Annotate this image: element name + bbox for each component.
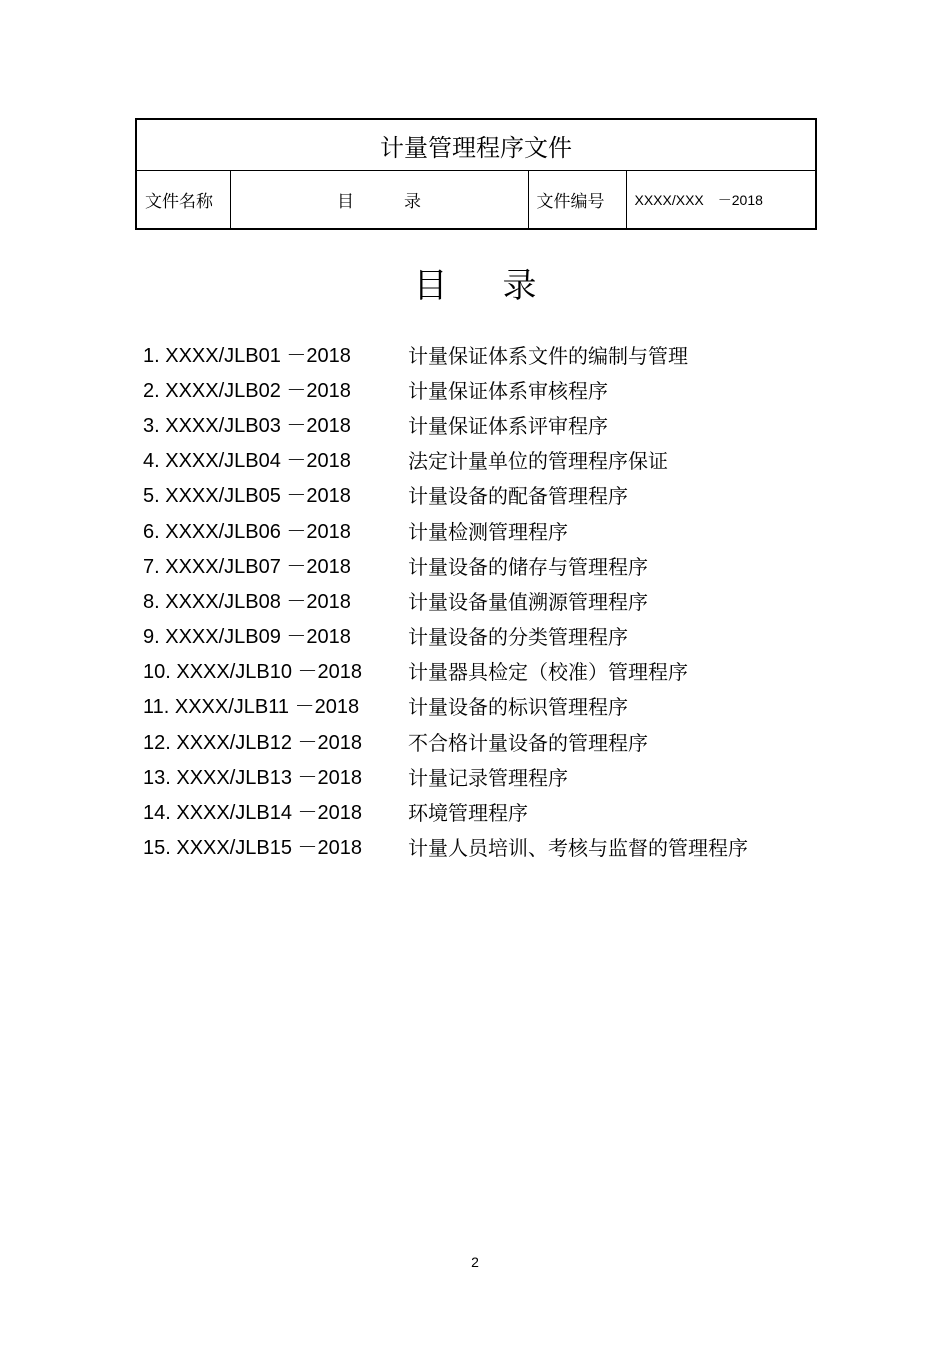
toc-item-code: 7. XXXX/JLB07 －2018 xyxy=(143,555,351,578)
toc-item-code: 6. XXXX/JLB06 －2018 xyxy=(143,520,351,543)
file-number-label: 文件编号 xyxy=(528,171,626,230)
file-name-value-part2: 录 xyxy=(404,192,421,212)
toc-item-code: 11. XXXX/JLB11 －2018 xyxy=(143,696,360,719)
toc-item-title: 计量记录管理程序 xyxy=(408,765,568,790)
toc-item-code: 13. XXXX/JLB13 －2018 xyxy=(143,766,363,789)
toc-item-title: 计量保证体系审核程序 xyxy=(408,378,608,403)
toc-item-title: 计量设备的储存与管理程序 xyxy=(408,554,648,579)
toc-item xyxy=(143,725,843,760)
toc-item xyxy=(143,690,843,725)
toc-item-code: 3. XXXX/JLB03 －2018 xyxy=(143,414,351,437)
toc-item xyxy=(143,373,843,408)
toc-heading-part1: 目 xyxy=(413,266,448,306)
toc-item xyxy=(143,795,843,830)
toc-item-code: 12. XXXX/JLB12 －2018 xyxy=(143,731,363,754)
file-name-value-part1: 目 xyxy=(337,192,354,212)
toc-item-code: 5. XXXX/JLB05 －2018 xyxy=(143,485,351,508)
header-info-row xyxy=(136,171,816,230)
toc-item-code: 2. XXXX/JLB02 －2018 xyxy=(143,379,351,402)
toc-item-title: 计量设备量值溯源管理程序 xyxy=(408,589,648,614)
toc-item xyxy=(143,620,843,655)
toc-item xyxy=(143,549,843,584)
file-number-value: XXXX/XXX －2018 xyxy=(626,171,816,230)
toc-item xyxy=(143,760,843,795)
toc-item-title: 不合格计量设备的管理程序 xyxy=(408,730,648,755)
toc-item xyxy=(143,831,843,866)
toc-item xyxy=(143,655,843,690)
toc-item-title: 计量人员培训、考核与监督的管理程序 xyxy=(408,836,748,861)
toc-item xyxy=(143,514,843,549)
header-title-row xyxy=(136,119,816,171)
document-type-title: 计量管理程序文件 xyxy=(136,119,816,171)
toc-item-title: 计量保证体系文件的编制与管理 xyxy=(408,343,688,368)
toc-item xyxy=(143,408,843,443)
toc-item-title: 计量设备的分类管理程序 xyxy=(408,625,628,650)
toc-item xyxy=(143,479,843,514)
toc-item-code: 4. XXXX/JLB04 －2018 xyxy=(143,450,351,473)
toc-item xyxy=(143,584,843,619)
toc-item-code: 1. XXXX/JLB01 －2018 xyxy=(143,344,351,367)
toc-item-title: 计量保证体系评审程序 xyxy=(408,413,608,438)
toc-item-code: 8. XXXX/JLB08 －2018 xyxy=(143,590,351,613)
toc-heading-part2: 录 xyxy=(502,266,537,306)
toc-item-title: 计量检测管理程序 xyxy=(408,519,568,544)
toc-item xyxy=(143,444,843,479)
file-name-value xyxy=(230,171,528,230)
page-number: 2 xyxy=(471,1254,479,1270)
toc-heading xyxy=(0,258,950,307)
toc-item-title: 计量器具检定（校准）管理程序 xyxy=(408,660,688,685)
toc-item-title: 计量设备的配备管理程序 xyxy=(408,484,628,509)
file-name-label: 文件名称 xyxy=(136,171,230,230)
toc-item-title: 计量设备的标识管理程序 xyxy=(408,695,628,720)
toc-item-code: 9. XXXX/JLB09 －2018 xyxy=(143,626,351,649)
toc-item-code: 15. XXXX/JLB15 －2018 xyxy=(143,837,363,860)
toc-item-code: 10. XXXX/JLB10 －2018 xyxy=(143,661,363,684)
toc-item-title: 法定计量单位的管理程序保证 xyxy=(408,449,668,474)
toc-item-code: 14. XXXX/JLB14 －2018 xyxy=(143,802,363,825)
document-header-table xyxy=(135,118,817,230)
toc-item-title: 环境管理程序 xyxy=(408,801,528,826)
toc-item xyxy=(143,338,843,373)
toc-list xyxy=(143,338,843,866)
